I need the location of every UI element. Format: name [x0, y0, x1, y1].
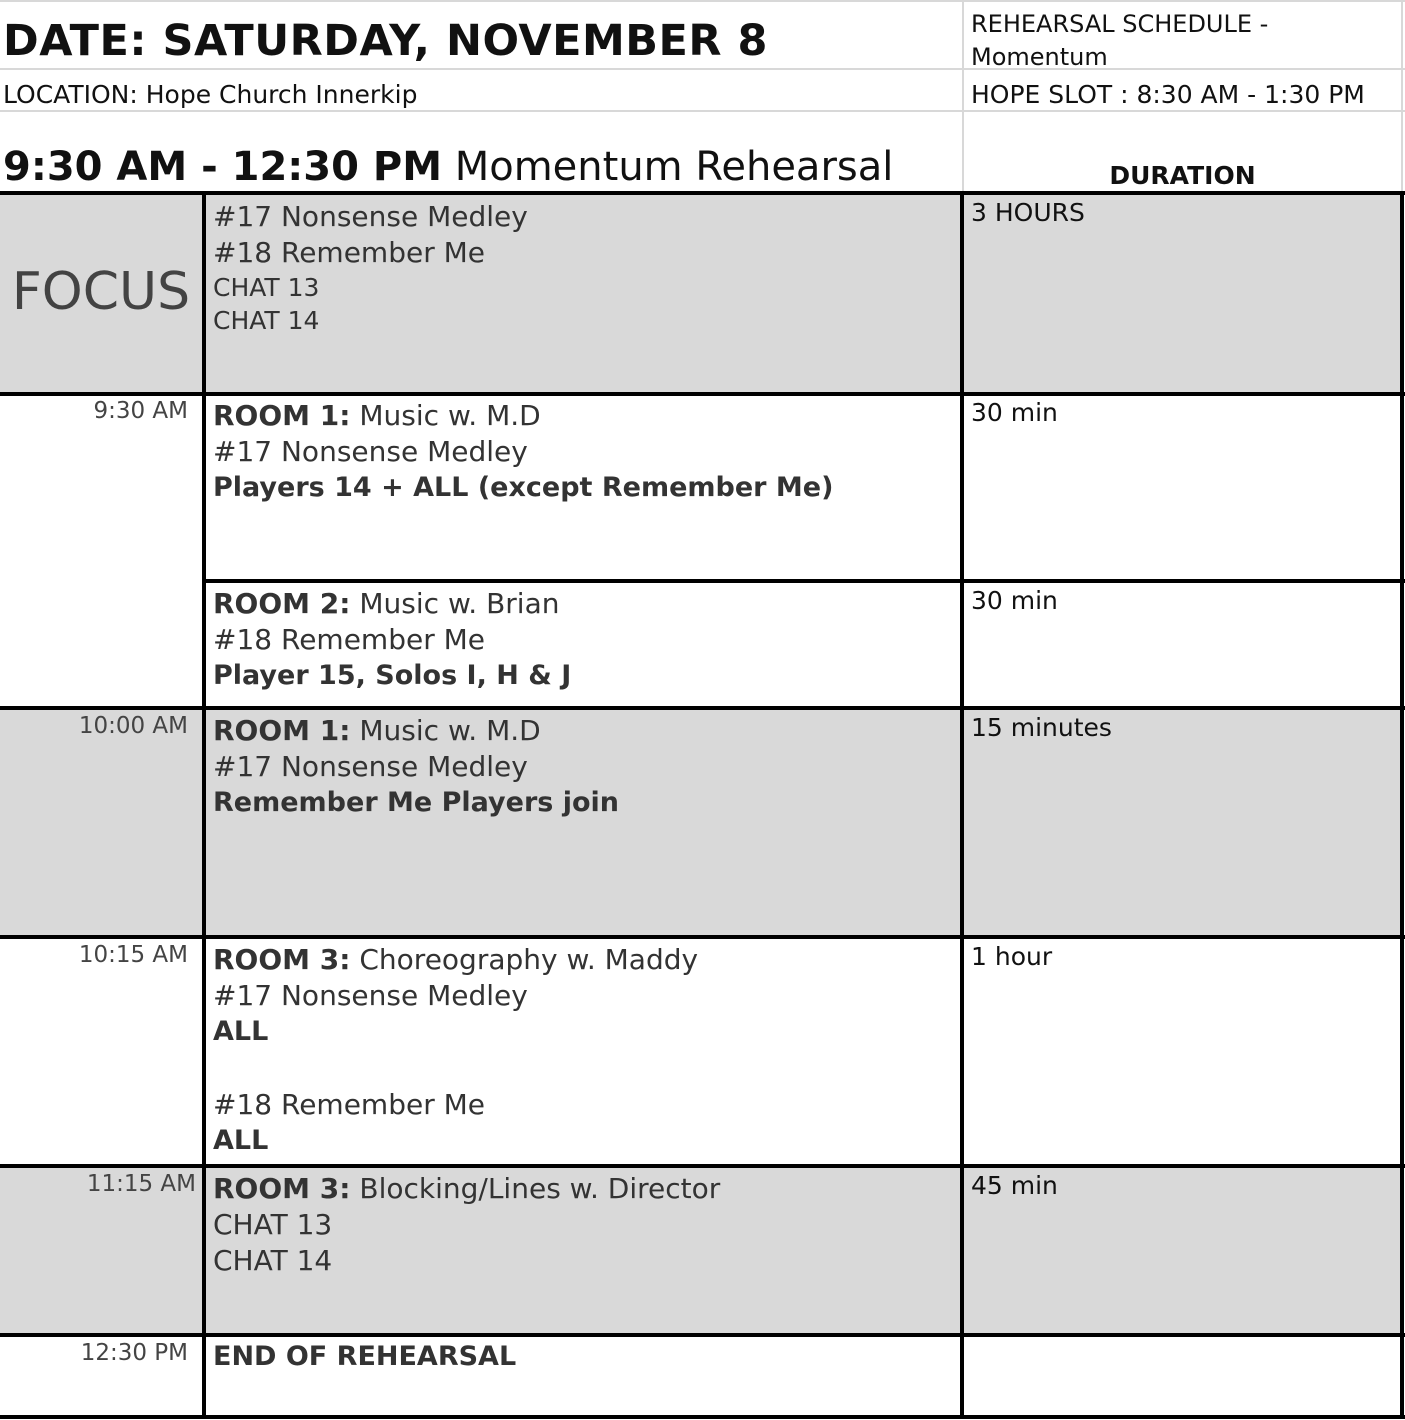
session-name: Momentum Rehearsal — [454, 144, 894, 190]
duration-header: DURATION — [1109, 161, 1256, 190]
time-label: 10:00 AM — [78, 713, 188, 739]
room-label: ROOM 3: — [213, 943, 351, 976]
focus-items — [213, 199, 528, 337]
activity-heading — [213, 398, 833, 434]
column-rule — [202, 193, 206, 1419]
focus-row-bg — [0, 194, 1401, 392]
end-of-rehearsal-label: END OF REHEARSAL — [213, 1341, 517, 1372]
focus-duration: 3 HOURS — [971, 198, 1085, 227]
table-rule — [0, 706, 1405, 710]
players-line: Players 14 + ALL (except Remember Me) — [213, 472, 834, 503]
activity-heading — [213, 1171, 720, 1207]
song-line: #17 Nonsense Medley — [213, 435, 528, 468]
table-rule — [0, 935, 1405, 939]
activity-heading — [213, 942, 698, 978]
activity-name: Music w. Brian — [359, 587, 560, 620]
focus-item: CHAT 14 — [213, 306, 320, 335]
table-rule — [0, 1333, 1405, 1337]
song-line: #18 Remember Me — [213, 623, 485, 656]
activity-name: Choreography w. Maddy — [359, 943, 699, 976]
focus-item: #18 Remember Me — [213, 236, 485, 269]
players-line: ALL — [213, 1016, 269, 1047]
activity-name: Music w. M.D — [359, 714, 541, 747]
duration-value: 30 min — [971, 586, 1058, 615]
row-10-00-bg — [0, 708, 1401, 937]
table-rule — [203, 579, 1405, 583]
song-line: #18 Remember Me — [213, 1088, 485, 1121]
location-text: LOCATION: Hope Church Innerkip — [3, 80, 418, 109]
song-line: #17 Nonsense Medley — [213, 750, 528, 783]
hope-slot-text: HOPE SLOT : 8:30 AM - 1:30 PM — [971, 80, 1365, 109]
room-label: ROOM 1: — [213, 714, 351, 747]
duration-value: 1 hour — [971, 942, 1053, 971]
activity-name: Music w. M.D — [359, 399, 541, 432]
table-rule — [0, 1164, 1405, 1168]
top-gridline — [0, 0, 1405, 2]
activity-cell — [213, 942, 698, 1159]
chat-line: CHAT 14 — [213, 1244, 333, 1277]
song-line: #17 Nonsense Medley — [213, 979, 528, 1012]
time-label: 11:15 AM — [86, 1171, 196, 1197]
gridline — [1401, 0, 1403, 193]
table-rule — [0, 392, 1405, 396]
room-label: ROOM 1: — [213, 399, 351, 432]
time-label: 12:30 PM — [80, 1340, 188, 1366]
activity-heading — [213, 586, 571, 622]
focus-label: FOCUS — [11, 262, 191, 322]
players-line: Remember Me Players join — [213, 787, 620, 818]
activity-heading — [213, 713, 619, 749]
session-heading — [3, 144, 894, 190]
table-rule — [0, 1415, 1405, 1419]
spacer — [213, 1050, 698, 1087]
room-label: ROOM 3: — [213, 1172, 351, 1205]
chat-line: CHAT 13 — [213, 1208, 333, 1241]
players-line: ALL — [213, 1125, 269, 1156]
focus-item: #17 Nonsense Medley — [213, 200, 528, 233]
activity-cell — [213, 713, 619, 821]
activity-cell — [213, 398, 833, 506]
date-title: DATE: SATURDAY, NOVEMBER 8 — [3, 16, 768, 66]
gridline — [0, 110, 1405, 112]
column-rule — [960, 193, 964, 1419]
schedule-title-line2: Momentum — [971, 43, 1108, 71]
duration-value: 30 min — [971, 398, 1058, 427]
players-line: Player 15, Solos I, H & J — [213, 660, 572, 691]
schedule-title-line1: REHEARSAL SCHEDULE - — [971, 10, 1269, 38]
duration-value: 45 min — [971, 1171, 1058, 1200]
time-label: 9:30 AM — [93, 398, 188, 424]
room-label: ROOM 2: — [213, 587, 351, 620]
session-time-range: 9:30 AM - 12:30 PM — [3, 144, 443, 190]
schedule-title — [971, 8, 1268, 74]
column-rule — [1400, 193, 1404, 1419]
table-rule — [0, 191, 1405, 195]
activity-name: Blocking/Lines w. Director — [359, 1172, 721, 1205]
duration-value: 15 minutes — [971, 713, 1112, 742]
time-label: 10:15 AM — [78, 942, 188, 968]
focus-item: CHAT 13 — [213, 273, 320, 302]
activity-cell — [213, 1171, 720, 1279]
activity-cell — [213, 586, 571, 694]
